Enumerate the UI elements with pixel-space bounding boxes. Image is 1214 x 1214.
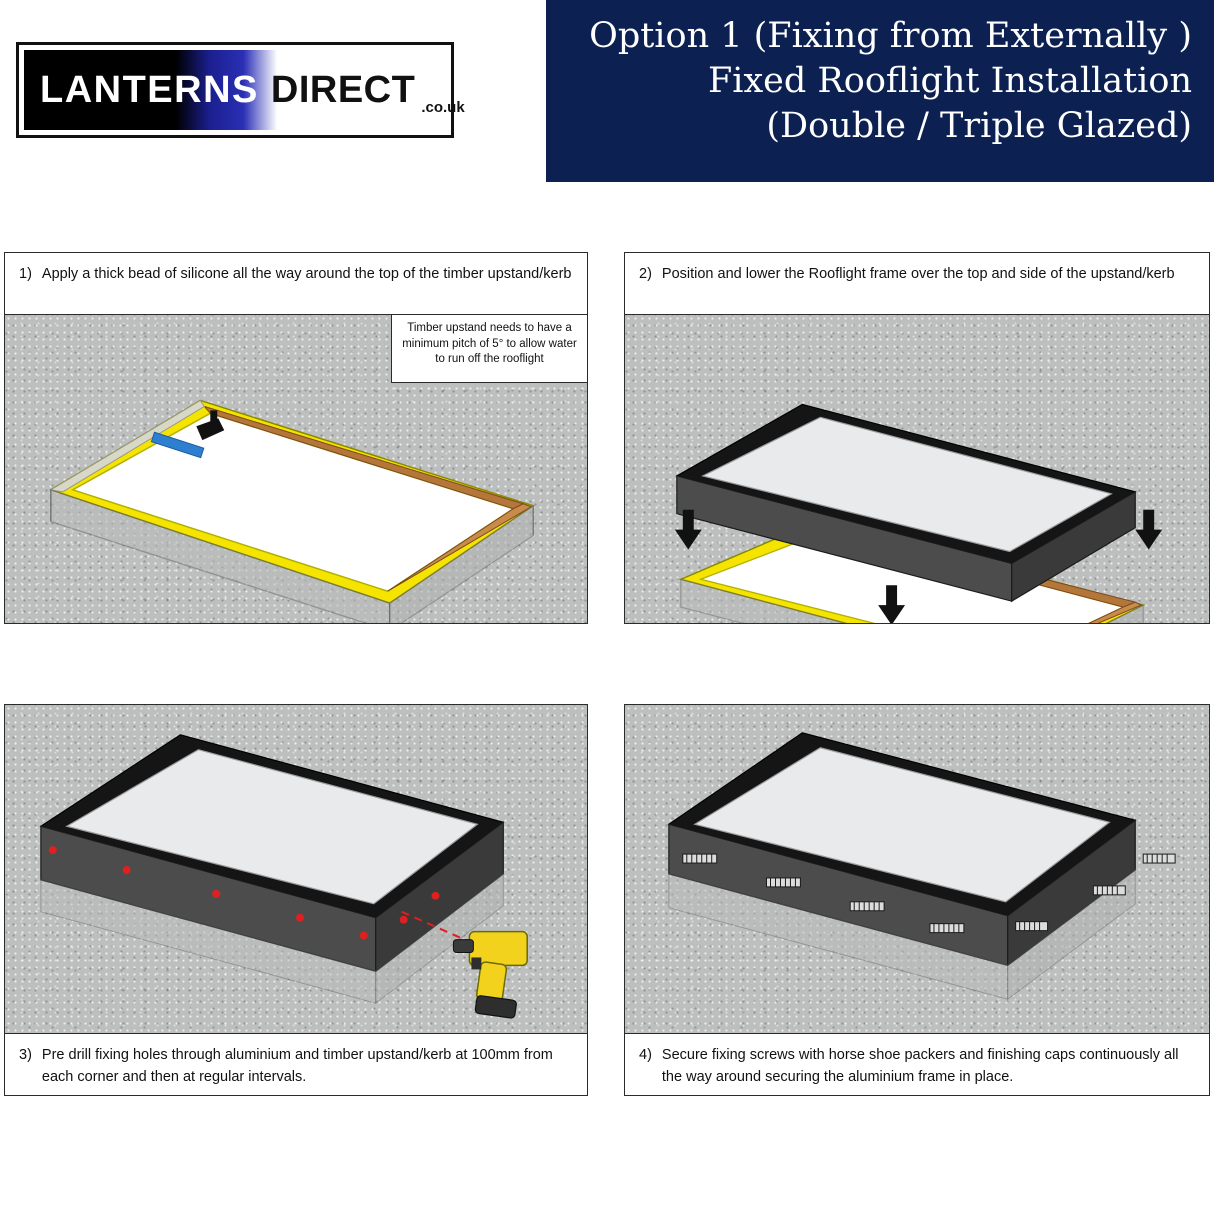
step-4-illustration [625, 705, 1209, 1033]
step-2-number: 2) [639, 266, 652, 282]
step-1-number: 1) [19, 266, 32, 282]
title-line-3: (Double / Triple Glazed) [766, 106, 1192, 146]
brand-logo-tld: .co.uk [421, 99, 465, 116]
title-banner [546, 0, 1214, 182]
step-1-caption [5, 253, 587, 315]
step-1-text: Apply a thick bead of silicone all the way around the top of the timber upstand/kerb [41, 266, 572, 282]
step-panel-1 [4, 252, 588, 624]
step-4-caption [625, 1033, 1209, 1095]
timber-upstand [51, 400, 533, 623]
brand-logo [16, 42, 465, 138]
cordless-drill [453, 932, 527, 1019]
installed-rooflight [41, 735, 503, 1003]
title-line-2: Fixed Rooflight Installation [707, 61, 1192, 101]
page-header [0, 0, 1214, 182]
installed-rooflight [669, 733, 1135, 999]
step-3-illustration [5, 705, 587, 1033]
brand-logo-inner [24, 50, 465, 130]
down-arrow-right [1135, 510, 1162, 550]
title-line-1: Option 1 (Fixing from Externally ) [589, 16, 1192, 56]
step-3-number: 3) [19, 1047, 32, 1063]
brand-logo-secondary: DIRECT [270, 68, 416, 111]
step-3-caption [5, 1033, 587, 1095]
step-1-illustration [5, 315, 587, 623]
step-2-text: Position and lower the Rooflight frame over the top and side of the upstand/kerb [661, 266, 1175, 282]
step-4-drawing [625, 705, 1209, 1033]
step-4-number: 4) [639, 1047, 652, 1063]
step-2-illustration [625, 315, 1209, 623]
brand-logo-primary: LANTERNS [40, 68, 259, 111]
step-panel-3 [4, 704, 588, 1096]
step-2-drawing [625, 315, 1209, 623]
step-3-text: Pre drill fixing holes through aluminium and timber upstand/kerb at 100mm from each corner and then at regular intervals. [41, 1047, 553, 1085]
step-3-drawing [5, 705, 587, 1033]
step-1-note: Timber upstand needs to have a minimum pitch of 5° to allow water to run off the rooflight [391, 315, 587, 383]
step-panel-4 [624, 704, 1210, 1096]
step-2-caption [625, 253, 1209, 315]
step-4-text: Secure fixing screws with horse shoe packers and finishing caps continuously all the way around securing the aluminium frame in place. [661, 1047, 1179, 1085]
step-panel-2 [624, 252, 1210, 624]
